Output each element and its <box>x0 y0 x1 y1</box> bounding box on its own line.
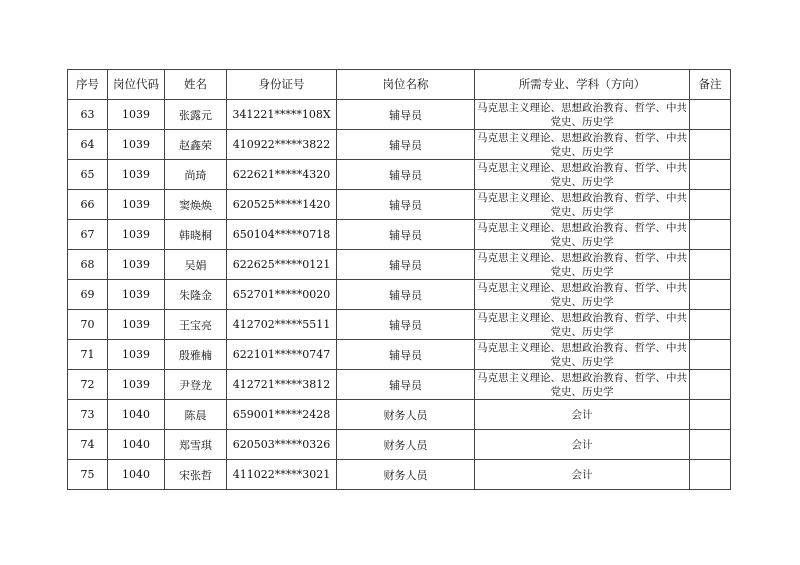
cell-id-number: 652701*****0020 <box>227 280 337 310</box>
cell-major: 马克思主义理论、思想政治教育、哲学、中共党史、历史学 <box>475 310 690 340</box>
header-row <box>68 70 731 100</box>
cell-post-code: 1039 <box>108 220 165 250</box>
cell-name: 陈晨 <box>165 400 227 430</box>
cell-post-name: 辅导员 <box>337 220 475 250</box>
cell-index: 67 <box>68 220 108 250</box>
cell-name: 吴娟 <box>165 250 227 280</box>
cell-index: 68 <box>68 250 108 280</box>
cell-post-name: 辅导员 <box>337 190 475 220</box>
cell-major: 会计 <box>475 460 690 490</box>
cell-post-name: 财务人员 <box>337 460 475 490</box>
table-row <box>68 310 731 340</box>
cell-remarks <box>690 310 731 340</box>
cell-post-code: 1039 <box>108 100 165 130</box>
cell-id-number: 412721*****3812 <box>227 370 337 400</box>
header-post-code: 岗位代码 <box>108 70 165 100</box>
cell-index: 64 <box>68 130 108 160</box>
cell-post-name: 辅导员 <box>337 100 475 130</box>
table-row <box>68 370 731 400</box>
table-row <box>68 220 731 250</box>
cell-name: 宋张哲 <box>165 460 227 490</box>
cell-id-number: 411022*****3021 <box>227 460 337 490</box>
cell-name: 王宝亮 <box>165 310 227 340</box>
cell-index: 69 <box>68 280 108 310</box>
header-major: 所需专业、学科（方向） <box>475 70 690 100</box>
cell-post-name: 辅导员 <box>337 280 475 310</box>
cell-name: 殷雅楠 <box>165 340 227 370</box>
cell-name: 赵鑫荣 <box>165 130 227 160</box>
cell-major: 马克思主义理论、思想政治教育、哲学、中共党史、历史学 <box>475 160 690 190</box>
cell-id-number: 622625*****0121 <box>227 250 337 280</box>
cell-index: 65 <box>68 160 108 190</box>
cell-index: 73 <box>68 400 108 430</box>
cell-id-number: 659001*****2428 <box>227 400 337 430</box>
cell-major: 马克思主义理论、思想政治教育、哲学、中共党史、历史学 <box>475 370 690 400</box>
cell-post-name: 财务人员 <box>337 400 475 430</box>
table-row <box>68 460 731 490</box>
cell-post-code: 1039 <box>108 280 165 310</box>
cell-id-number: 620525*****1420 <box>227 190 337 220</box>
table-header <box>68 70 731 100</box>
cell-post-name: 辅导员 <box>337 340 475 370</box>
cell-id-number: 410922*****3822 <box>227 130 337 160</box>
header-name: 姓名 <box>165 70 227 100</box>
table-row <box>68 100 731 130</box>
cell-remarks <box>690 220 731 250</box>
cell-major: 马克思主义理论、思想政治教育、哲学、中共党史、历史学 <box>475 100 690 130</box>
cell-post-name: 辅导员 <box>337 310 475 340</box>
cell-major: 马克思主义理论、思想政治教育、哲学、中共党史、历史学 <box>475 340 690 370</box>
table-row <box>68 130 731 160</box>
cell-id-number: 622101*****0747 <box>227 340 337 370</box>
cell-major: 马克思主义理论、思想政治教育、哲学、中共党史、历史学 <box>475 220 690 250</box>
cell-post-code: 1039 <box>108 370 165 400</box>
header-remarks: 备注 <box>690 70 731 100</box>
cell-post-name: 辅导员 <box>337 250 475 280</box>
cell-index: 74 <box>68 430 108 460</box>
roster-table <box>67 69 731 490</box>
cell-name: 韩晓桐 <box>165 220 227 250</box>
cell-major: 马克思主义理论、思想政治教育、哲学、中共党史、历史学 <box>475 130 690 160</box>
table-row <box>68 190 731 220</box>
cell-remarks <box>690 250 731 280</box>
cell-post-code: 1039 <box>108 310 165 340</box>
cell-post-code: 1040 <box>108 460 165 490</box>
cell-remarks <box>690 190 731 220</box>
cell-name: 尹登龙 <box>165 370 227 400</box>
cell-id-number: 622621*****4320 <box>227 160 337 190</box>
cell-index: 63 <box>68 100 108 130</box>
cell-remarks <box>690 370 731 400</box>
cell-index: 75 <box>68 460 108 490</box>
cell-post-code: 1039 <box>108 340 165 370</box>
cell-post-code: 1039 <box>108 160 165 190</box>
header-index: 序号 <box>68 70 108 100</box>
table-body <box>68 100 731 490</box>
header-id-number: 身份证号 <box>227 70 337 100</box>
cell-remarks <box>690 280 731 310</box>
table-row <box>68 340 731 370</box>
table-row <box>68 160 731 190</box>
cell-name: 窦焕焕 <box>165 190 227 220</box>
cell-index: 71 <box>68 340 108 370</box>
table-row <box>68 250 731 280</box>
cell-major: 马克思主义理论、思想政治教育、哲学、中共党史、历史学 <box>475 190 690 220</box>
header-post-name: 岗位名称 <box>337 70 475 100</box>
cell-name: 朱隆金 <box>165 280 227 310</box>
cell-index: 72 <box>68 370 108 400</box>
cell-post-code: 1040 <box>108 430 165 460</box>
table-row <box>68 430 731 460</box>
table-row <box>68 280 731 310</box>
cell-name: 尚琦 <box>165 160 227 190</box>
cell-post-name: 财务人员 <box>337 430 475 460</box>
cell-remarks <box>690 400 731 430</box>
cell-major: 马克思主义理论、思想政治教育、哲学、中共党史、历史学 <box>475 250 690 280</box>
cell-id-number: 650104*****0718 <box>227 220 337 250</box>
cell-post-code: 1039 <box>108 190 165 220</box>
cell-remarks <box>690 160 731 190</box>
cell-post-name: 辅导员 <box>337 160 475 190</box>
cell-major: 会计 <box>475 430 690 460</box>
cell-remarks <box>690 430 731 460</box>
cell-remarks <box>690 100 731 130</box>
cell-id-number: 620503*****0326 <box>227 430 337 460</box>
cell-index: 66 <box>68 190 108 220</box>
cell-name: 张露元 <box>165 100 227 130</box>
cell-post-name: 辅导员 <box>337 370 475 400</box>
cell-remarks <box>690 130 731 160</box>
cell-remarks <box>690 460 731 490</box>
cell-id-number: 341221*****108X <box>227 100 337 130</box>
cell-name: 郑雪琪 <box>165 430 227 460</box>
cell-post-name: 辅导员 <box>337 130 475 160</box>
cell-id-number: 412702*****5511 <box>227 310 337 340</box>
cell-post-code: 1039 <box>108 250 165 280</box>
cell-remarks <box>690 340 731 370</box>
cell-post-code: 1040 <box>108 400 165 430</box>
cell-major: 马克思主义理论、思想政治教育、哲学、中共党史、历史学 <box>475 280 690 310</box>
table-row <box>68 400 731 430</box>
cell-index: 70 <box>68 310 108 340</box>
cell-post-code: 1039 <box>108 130 165 160</box>
cell-major: 会计 <box>475 400 690 430</box>
